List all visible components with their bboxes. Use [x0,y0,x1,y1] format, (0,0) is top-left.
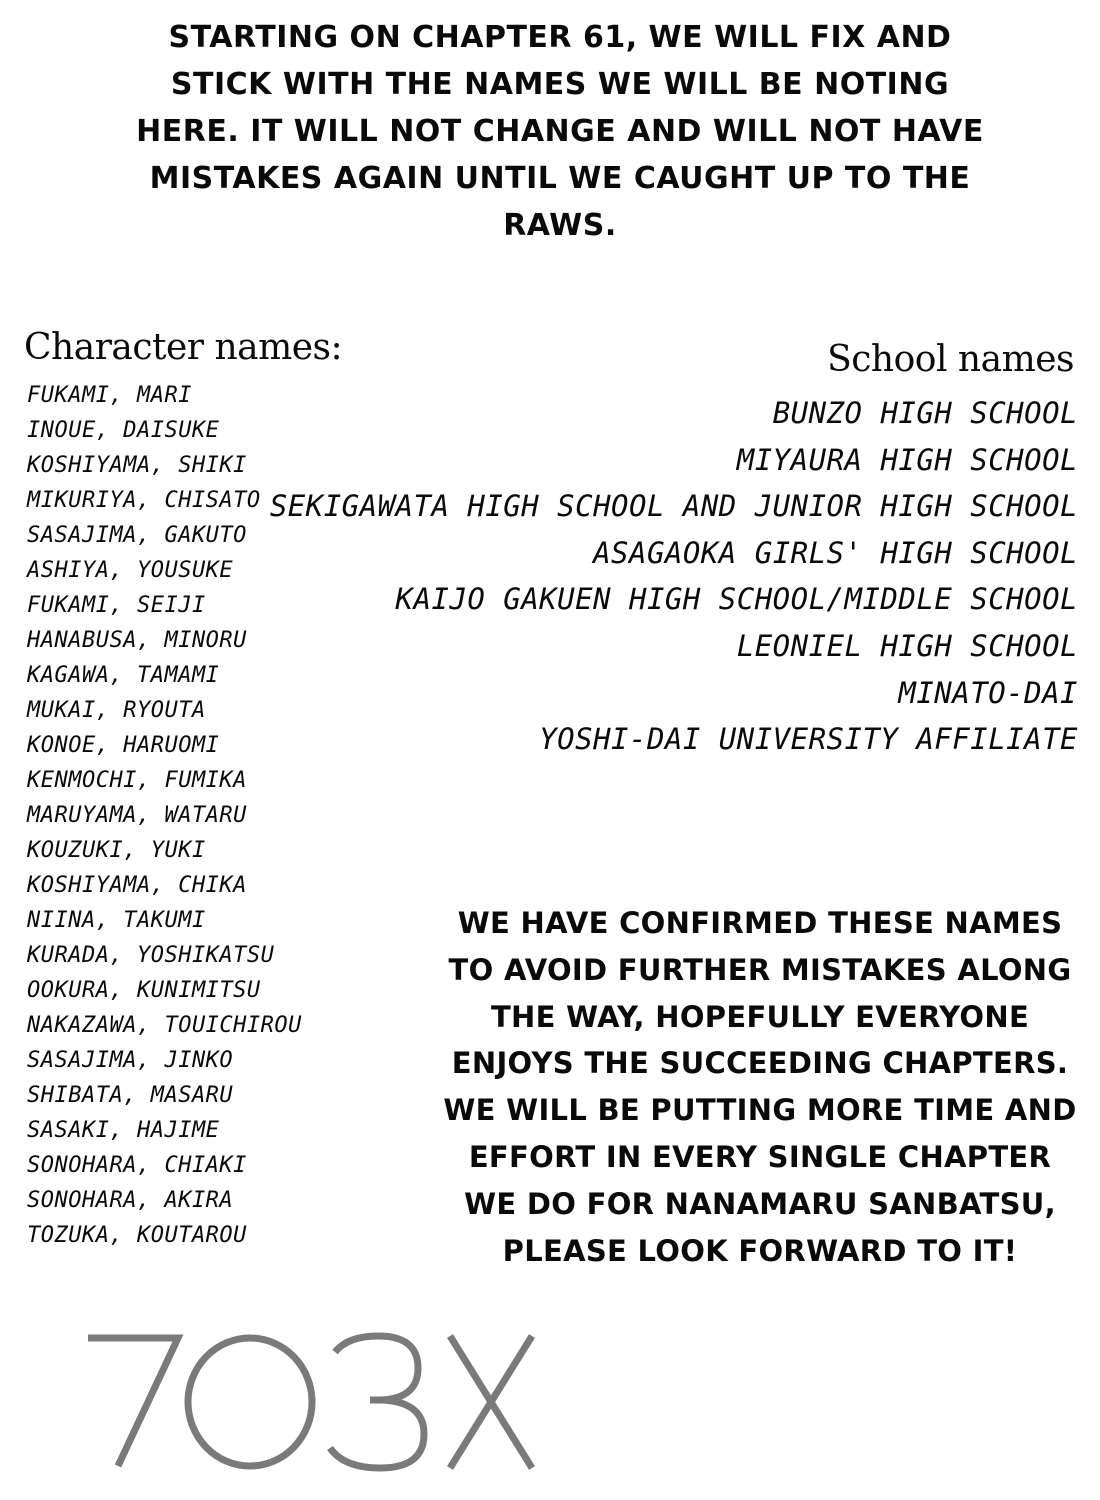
character-names-list [27,378,302,1253]
school-names-list [270,390,1078,763]
list-item: SHIBATA, MASARU [27,1083,234,1108]
list-item: FUKAMI, SEIJI [27,593,206,618]
list-item: LEONIEL HIGH SCHOOL [736,628,1078,663]
list-item: KOUZUKI, YUKI [27,838,206,863]
list-item: SONOHARA, CHIAKI [27,1153,247,1178]
list-item: YOSHI-DAI UNIVERSITY AFFILIATE [539,722,1078,757]
group-logo [80,1318,540,1478]
list-item: KAGAWA, TAMAMI [27,663,220,688]
list-item: KAIJO GAKUEN HIGH SCHOOL/MIDDLE SCHOOL [395,582,1078,617]
list-item: INOUE, DAISUKE [27,418,220,443]
list-item: ASAGAOKA GIRLS' HIGH SCHOOL [593,535,1078,570]
list-item: SONOHARA, AKIRA [27,1188,234,1213]
list-item: SASAJIMA, GAKUTO [27,523,247,548]
list-item: SASAJIMA, JINKO [27,1048,234,1073]
list-item: OOKURA, KUNIMITSU [27,978,261,1003]
list-item: SASAKI, HAJIME [27,1118,220,1143]
list-item: MIKURIYA, CHISATO [27,488,261,513]
list-item: NIINA, TAKUMI [27,908,206,933]
list-item: TOZUKA, KOUTAROU [27,1223,247,1248]
list-item: SEKIGAWATA HIGH SCHOOL AND JUNIOR HIGH SCHOOL [269,489,1078,524]
list-item: KOSHIYAMA, SHIKI [27,453,247,478]
list-item: ASHIYA, YOUSUKE [27,558,234,583]
list-item: FUKAMI, MARI [27,383,192,408]
intro-paragraph: STARTING ON CHAPTER 61, WE WILL FIX AND STICK WITH THE NAMES WE WILL BE NOTING HERE. IT WILL NOT CHANGE AND WILL NOT HAVE MISTAKES AGAIN UNTIL WE CAUGHT UP TO THE RAWS. [136,20,984,243]
closing-paragraph: WE HAVE CONFIRMED THESE NAMES TO AVOID FURTHER MISTAKES ALONG THE WAY, HOPEFULLY EVERYONE ENJOYS THE SUCCEEDING CHAPTERS. WE WILL BE PUTTING MORE TIME AND EFFORT IN EVERY SINGLE CHAPTER WE DO FOR NANAMARU SANBATSU, PLEASE LOOK FORWARD TO IT! [443,906,1077,1268]
list-item: MUKAI, RYOUTA [27,698,206,723]
list-item: KOSHIYAMA, CHIKA [27,873,247,898]
list-item: MIYAURA HIGH SCHOOL [736,442,1078,477]
list-item: KURADA, YOSHIKATSU [27,943,275,968]
list-item: KONOE, HARUOMI [27,733,220,758]
list-item: KENMOCHI, FUMIKA [27,768,247,793]
school-names-heading: School names [827,339,1074,380]
list-item: HANABUSA, MINORU [27,628,247,653]
list-item: MINATO-DAI [898,675,1078,710]
list-item: BUNZO HIGH SCHOOL [772,396,1078,430]
list-item: NAKAZAWA, TOUICHIROU [27,1013,302,1038]
list-item: MARUYAMA, WATARU [27,803,247,828]
character-names-heading: Character names: [24,327,343,368]
